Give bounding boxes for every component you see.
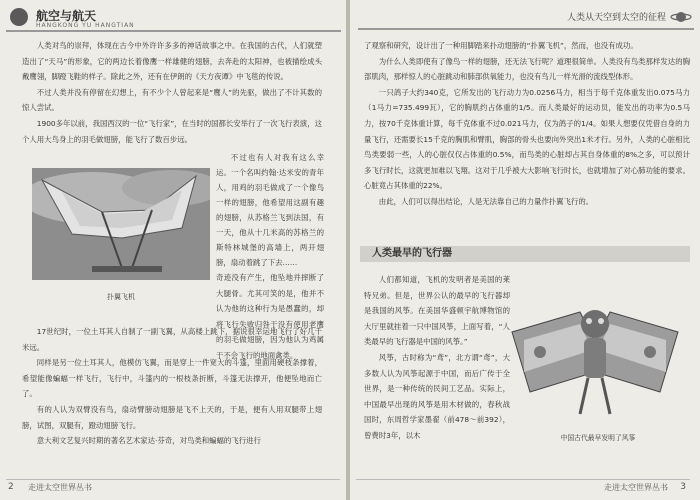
left-text-wrap	[216, 150, 324, 270]
paragraph: 不过人类并没有停留在幻想上，有不少个人曾起来是“鹰人”的先驱，做出了不计其数的惊人尝试。	[22, 87, 322, 113]
right-text-bottom	[364, 272, 510, 444]
right-text-top	[364, 38, 690, 210]
paragraph: 17世纪时，一位土耳其人自制了一副飞翼，从高楼上跳下，据说很幸运地飞行了好几千米远。	[22, 327, 322, 352]
right-page-header	[358, 6, 694, 30]
left-text-top	[22, 38, 322, 147]
left-text-bottom	[22, 324, 322, 449]
left-footer	[6, 479, 340, 494]
ornithopter-photo	[32, 168, 210, 280]
paragraph: 同样是另一位土耳其人，他模仿飞翼，而是穿上一件宽大的斗篷，里面用硬枝条撑着，希望能像蝙蝠一样飞行，飞行中，斗篷内的一根枝条折断，斗篷无法撑开，他便坠地而亡了。	[22, 358, 322, 399]
kite-illustration	[510, 302, 680, 420]
header-title: 航空与航天	[36, 9, 97, 23]
page-number: 3	[680, 482, 686, 492]
paragraph: 不过也有人对我有这么幸运。一个名叫约翰·达米安的青年人，用鸡的羽毛做成了一个像鸟一样的翅膀，他希望用这副有趣的翅膀，从苏格兰飞到法国，有一天，他从十几米高的苏格兰的斯特林城堡的高墙上，两开翅膀，扇动着跳了下去……	[216, 153, 324, 267]
paragraph: 了观察和研究，设计出了一种用脚踏来扑动翅膀的“扑翼飞机”，然而，也没有成功。	[364, 41, 638, 50]
left-page	[0, 0, 346, 500]
paragraph: 有的人认为双臂没有鸟，扇动臂膀动翅膀是飞不上天的，于是，便有人用双腿带上翅膀，试图，双腿有，蹬动翅膀飞行。	[22, 404, 322, 430]
paragraph: 意大利文艺复兴时期的著名艺术家达·芬奇，对鸟类和蝙蝠的飞行进行	[36, 436, 261, 446]
series-name: 走进太空世界丛书	[604, 483, 668, 492]
paragraph: 1900多年以前，我国西汉的一位“飞行家”，在当时的国都长安举行了一次飞行表演，这个人用大鸟身上的羽毛做翅膀，能飞行了数百步远。	[22, 118, 322, 144]
header-subtitle: HANGKONG YU HANGTIAN	[36, 22, 135, 29]
paragraph: 奇迹没有产生，他坠地并摔断了大腿骨。尤其可笑的是，他并不认为他的这种行为是愚蠢的，却将飞行失败归咎于没有使用老鹰的羽毛做翅膀，因为他认为鸡属于不会飞行的地面禽类。	[216, 273, 324, 360]
page-number: 2	[8, 482, 14, 492]
kite-caption: 中国古代最早发明了风筝	[560, 434, 636, 442]
paragraph: 为什么人类即使有了像鸟一样的翅膀，还无法飞行呢？道理很简单。人类没有鸟类那样发达的胸部肌肉，那样惊人的心脏跳动和肺部供氧能力，也没有鸟儿一样光滑的流线型体形。	[364, 56, 690, 82]
section-title: 人类最早的飞行器	[372, 248, 452, 259]
paragraph: 风筝，古时称为“鸢”，北方谓“鸢”，大多数人认为风筝起源于中国，而后广传于全世界，是一种传统的民间工艺品。实际上，中国最早出现的风筝是用木材做的，春秋战国时，东周哲学家墨翟（前478～前392），曾费时3年，以木	[364, 352, 510, 440]
logo-icon	[10, 8, 28, 26]
series-name: 走进太空世界丛书	[28, 483, 92, 492]
paragraph: 人类对鸟的崇拜，体现在古今中外许许多多的神话故事之中。在我国的古代，人们就塑造出了“天马”的形象，它的两边长着像鹰一样雄健的翅膀，去奔赴的太阳神，也被描绘成头戴鹰翎，脚蹬飞鞋的样子。除此之外，还有在伊朗的《天方夜谭》中飞毯的传说。	[22, 41, 322, 82]
header-rule	[358, 28, 694, 30]
section-heading-band	[360, 246, 690, 262]
right-footer	[356, 479, 690, 494]
paragraph: 一只鸽子大约340克，它所发出的飞行动力为0.0256马力，相当于每千克体重发出0.075马力（1马力=735.499瓦），它的胸肌约占体重的1/5。而人类最好的运动员，能发出的功率为0.5马力，按70千克体重计算，每千克体重不过0.021马力，仅为鸽子的1/4。如果人想要仅凭借自身的力量飞行，还需要长15千克的胸肌和臂肌，胸部的骨头也要向外突出1米才行。另外，人类的心脏相比鸟类要弱一些，人的心脏仅仅占体重的0.5%，而鸟类的心脏却占其自身体重的8%之多，可以预计多飞行时长，这就更加难以飞翔。这对于几乎被大大影响飞行时长，也就增加了对心肺功能的要求。心脏竟占其体重的22%。	[364, 87, 690, 191]
ornithopter-image	[32, 168, 210, 280]
saturn-icon	[670, 6, 692, 28]
paragraph: 人们都知道，飞机的发明者是美国的莱特兄弟。但是，世界公认的最早的飞行器却是我国的风筝。在美国华盛顿宇航博物馆的大厅里就挂着一只中国风筝，上面写着，“人类最早的飞行器是中国的风筝。”	[364, 275, 510, 347]
header-rule	[6, 30, 341, 32]
header-title: 人类从天空到太空的征程	[566, 13, 666, 23]
kite-image	[510, 302, 680, 420]
left-page-header	[6, 4, 341, 30]
paragraph: 由此，人们可以得出结论，人是无法靠自己的力量作扑翼飞行的。	[378, 196, 594, 206]
photo-caption: 扑翼飞机	[107, 293, 135, 301]
